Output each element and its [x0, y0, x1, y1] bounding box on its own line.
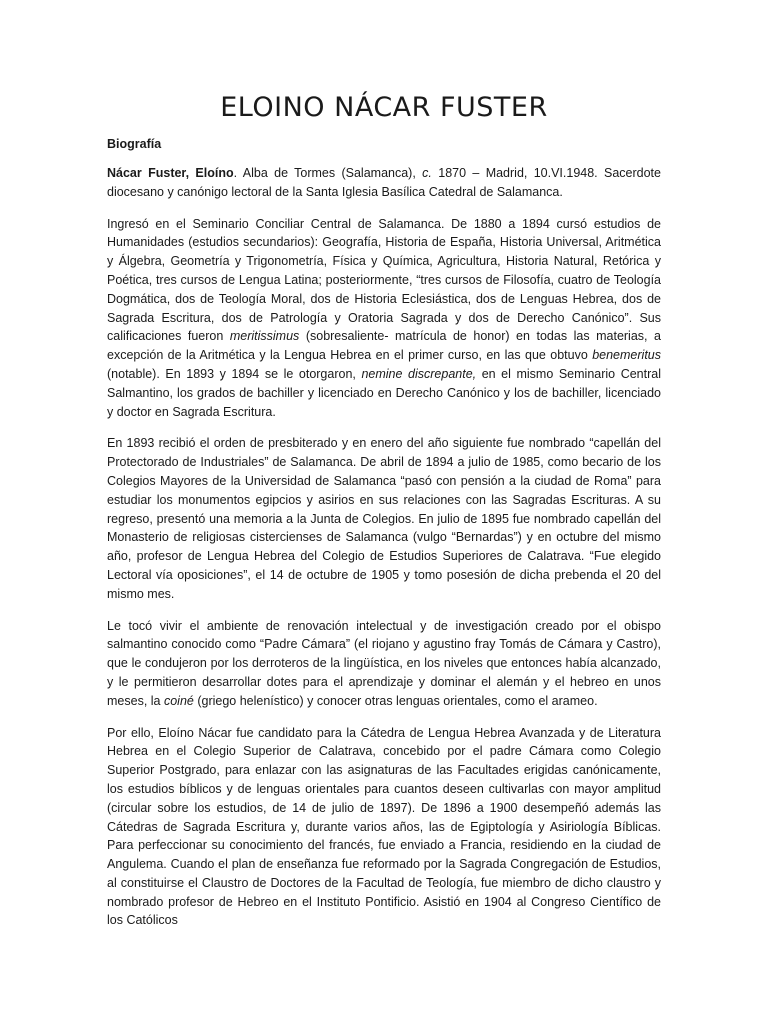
paragraph-2	[107, 215, 661, 422]
document-title: ELOINO NÁCAR FUSTER	[220, 92, 548, 123]
paragraph-2-italic-b: benemeritus	[592, 348, 661, 363]
paragraph-2-italic-c: nemine discrepante,	[361, 366, 477, 381]
paragraph-4-italic-a: coiné	[163, 693, 194, 708]
paragraph-2-text-a: Ingresó en el Seminario Conciliar Central de Salamanca. De 1880 a 1894 cursó estudios de Humanidades (estudios secundarios): Geografía, Historia de España, Historia Universal, Aritmética y Álgebra, Geometría y Trigonometría, Física y Química, Agricultura, Historia Natural, Retórica y Poética, tres cursos de Lengua Latina; posteriormente, “tres cursos de Filosofía, cuatro de Teología Dogmática, dos de Teología Moral, dos de Historia Eclesiástica, dos de Lenguas Hebrea, dos de Sagrada Escritura, dos de Patrología y Oratoria Sagrada y dos de Derecho Canónico”. Sus calificaciones fueron	[107, 216, 661, 344]
paragraph-4	[107, 617, 661, 711]
subject-name: Nácar Fuster, Eloíno	[107, 166, 234, 180]
paragraph-3: En 1893 recibió el orden de presbiterado y en enero del año siguiente fue nombrado “capellán del Protectorado de Industriales” de Salamanca. De abril de 1894 a julio de 1985, como becario de los Colegios Mayores de la Universidad de Salamanca “pasó con pensión a la ciudad de Roma” para estudiar los monumentos egipcios y asirios en sus relaciones con las Sagradas Escrituras. A su regreso, presentó una memoria a la Junta de Colegios. En julio de 1895 fue nombrado capellán del Monasterio de religiosas cistercienses de Salamanca (vulgo “Bernardas”) y en octubre del mismo año, profesor de Lengua Hebrea del Colegio de Estudios Superiores de Calatrava. “Fue elegido Lectoral vía oposiciones”, el 14 de octubre de 1905 y tomo posesión de dicha prebenda el 20 del mismo mes.	[107, 436, 661, 601]
paragraph-1-text-a: . Alba de Tormes (Salamanca),	[233, 166, 423, 180]
paragraph-2-text-d: en el mismo Seminario Central Salmantino, los grados de bachiller y licenciado en Derecho Canónico y los de bachiller, licenciado y doctor en Sagrada Escritura.	[107, 366, 661, 419]
paragraph-2-italic-a: meritissimus	[229, 329, 300, 344]
paragraph-4-text-a: Le tocó vivir el ambiente de renovación intelectual y de investigación creado por el obispo salmantino conocido como “Padre Cámara” (el riojano y agustino fray Tomás de Cámara y Castro), que le condujeron por los derroteros de la lingüística, en los niveles que entonces había alcanzado, y le permitieron desarrollar dotes para el aprendizaje y dominar el alemán y el hebreo en unos meses, la	[107, 618, 661, 708]
section-heading: Biografía	[107, 137, 162, 151]
paragraph-1-text-b: 1870 – Madrid, 10.VI.1948. Sacerdote diocesano y canónigo lectoral de la Santa Iglesia Basílica Catedral de Salamanca.	[107, 166, 661, 199]
paragraph-1	[107, 164, 661, 202]
paragraph-4-text-b: (griego helenístico) y conocer otras lenguas orientales, como el arameo.	[193, 693, 598, 708]
paragraph-2-text-c: (notable). En 1893 y 1894 se le otorgaron,	[107, 366, 362, 381]
paragraph-2-text-b: (sobresaliente- matrícula de honor) en todas las materias, a excepción de la Aritmética y la Lengua Hebrea en el primer curso, en las que obtuvo	[107, 329, 661, 363]
paragraph-5: Por ello, Eloíno Nácar fue candidato para la Cátedra de Lengua Hebrea Avanzada y de Literatura Hebrea en el Colegio Superior de Calatrava, concebido por el padre Cámara como Colegio Superior Postgrado, para enlazar con las asignaturas de las Facultades erigidas canónicamente, los estudios bíblicos y de lenguas orientales para cuantos deseen cultivarlas con mayor amplitud (circular sobre los estudios, de 14 de julio de 1897). De 1896 a 1900 desempeñó además las Cátedras de Sagrada Escritura y, durante varios años, las de Egiptología y Asiriología Bíblicas. Para perfeccionar su conocimiento del francés, fue enviado a Francia, residiendo en la ciudad de Angulema. Cuando el plan de enseñanza fue reformado por la Sagrada Congregación de Estudios, al constituirse el Claustro de Doctores de la Facultad de Teología, fue miembro de dicho claustro y nombrado profesor de Hebreo en el Instituto Pontificio. Asistió en 1904 al Congreso Científico de los Católicos	[107, 725, 661, 928]
circa-abbrev: c.	[422, 166, 432, 180]
